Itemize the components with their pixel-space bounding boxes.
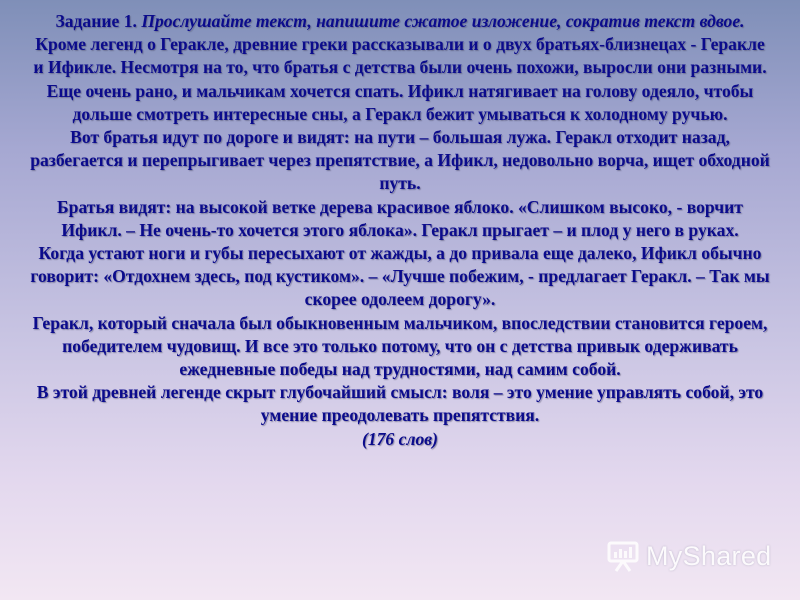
watermark <box>606 538 771 574</box>
text-block <box>30 10 770 451</box>
task-heading <box>30 10 770 33</box>
watermark-text: MyShared <box>646 540 772 571</box>
task-instruction: Прослушайте текст, напишите сжатое изложение, сократив текст вдвое. <box>141 11 745 31</box>
paragraph: Еще очень рано, и мальчикам хочется спать. Ификл натягивает на голову одеяло, чтобы дольше смотреть интересные сны, а Геракл бежит умываться к холодному ручью. <box>46 80 754 124</box>
paragraph: Кроме легенд о Геракле, древние греки рассказывали и о двух братьях-близнецах - Геракле и Ификле. Несмотря на то, что братья с детства были очень похожи, выросли они разными. <box>33 34 767 78</box>
presentation-board-icon <box>606 539 640 573</box>
word-count: (176 слов) <box>361 428 438 449</box>
task-label: Задание 1. <box>55 11 137 31</box>
paragraph: Вот братья идут по дороге и видят: на пути – большая лужа. Геракл отходит назад, разбегается и перепрыгивает через препятствие, а Ификл, недовольно ворча, ищет обходной путь. <box>30 127 770 194</box>
paragraph: Геракл, который сначала был обыкновенным мальчиком, впоследствии становится героем, победителем чудовищ. И все это только потому, что он с детства привык одерживать ежедневные победы над трудностями, над самим собой. <box>32 312 768 380</box>
paragraph: В этой древней легенде скрыт глубочайший смысл: воля – это умение управлять собой, это умение преодолевать препятствия. <box>36 382 764 426</box>
paragraph: Братья видят: на высокой ветке дерева красивое яблоко. «Слишком высоко, - ворчит Ификл. – Не очень-то хочется этого яблока». Геракл прыгает – и плод у него в руках. <box>57 196 743 240</box>
paragraph: Когда устают ноги и губы пересыхают от жажды, а до привала еще далеко, Ификл обычно говорит: «Отдохнем здесь, под кустиком». – «Лучше побежим, - предлагает Геракл. – Так мы скорее одолеем дорогу». <box>30 243 770 310</box>
